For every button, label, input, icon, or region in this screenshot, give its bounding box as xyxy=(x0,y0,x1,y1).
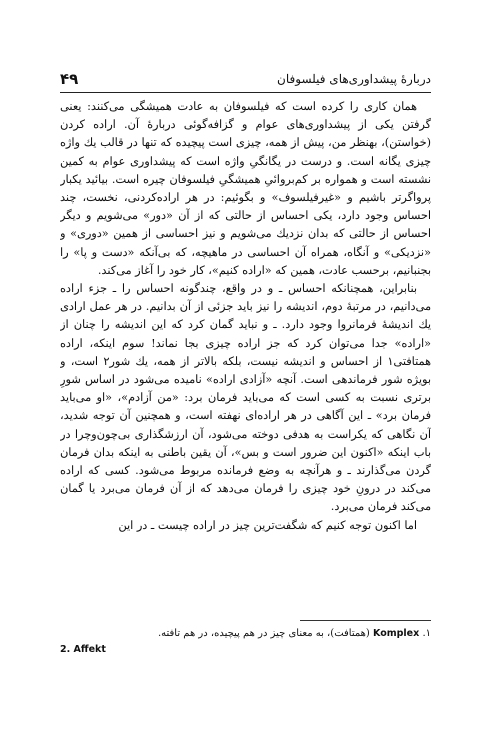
header-rule xyxy=(60,92,431,93)
footnote-1 xyxy=(60,626,431,642)
footnote-1-text: (همتافت)، به معنای چیز در هم پیچیده، در هم تافته. xyxy=(157,628,370,639)
running-title: دربارهٔ پیشداوری‌های فیلسوفان xyxy=(277,72,431,86)
footnotes xyxy=(60,626,431,658)
footnote-rule xyxy=(300,620,431,621)
paragraph: بنابراین، همچنانکه احساس ـ و در واقع، چندگونه احساس را ـ جزء اراده می‌دانیم، در مرتبهٔ دوم، اندیشه را نیز باید جزئی از آن بدانیم. در هر عمل ارادی یك اندیشهٔ فرمانروا وجود دارد. ـ و نباید گمان کرد که این اندیشه را چنان از «اراده» جدا می‌توان کرد که جز اراده چیزی بجا نماند! سوم اینکه، اراده همتافتی۱ از احساس و اندیشه نیست، بلکه بالاتر از همه، یك شور۲ است، و بویژه شور فرماندهی است. آنچه «آزادی اراده» نامیده می‌شود در اساس شورِ برتری نسبت به کسی است که می‌باید فرمان برد: «من آزادم»، «او می‌باید فرمان برد» ـ این آگاهی در هر اراده‌ای نهفته است، و همچنین آن توجه شدید، آن نگاهی که یکراست به هدفی دوخته می‌شود، آن ارزشگذاری بی‌چون‌وچرا در باب اینکه «اکنون این ضرور است و بس»، آن یقین باطنی به اینکه بدان فرمان گردن می‌گذارند ـ و هرآنچه به وضع فرمانده مربوط می‌شود. کسی که اراده می‌کند در درونِ خود چیزی را فرمان می‌دهد که از آن فرمان می‌برد یا گمان می‌کند فرمان می‌برد. xyxy=(60,282,431,514)
body-text xyxy=(60,98,431,598)
paragraph: اما اکنون توجه کنیم که شگفت‌ترین چیز در اراده چیست ـ در این xyxy=(118,518,417,532)
paragraph: همان کاری را کرده است که فیلسوفان به عادت همیشگی می‌کنند: یعنی گرفتن یکی از پیشداوری‌های عوام و گزافه‌گوئی دربارهٔ آن. اراده کردن (خواستن)، بهنظر من، پیش از همه، چیزی است پیچیده که تنها در قالب یك واژه چیزی یگانه است. و درست در یگانگیِ واژه است که پیشداوری عوام به کمین نشسته است و همواره بر کم‌بروائیِ همیشگیِ فیلسوفان چیره است. بیائید یکبار پرواگرتر باشیم و «غیرفیلسوف» و بگوئیم: در هر اراده‌کردنی، نخست، چند احساس وجود دارد، یکی احساس از حالتی که از آن «دور» می‌شویم و دیگر احساس از حالتی که بدان نزدیك می‌شویم و نیز احساسی از همین «دوری» و «نزدیکی» و آنگاه، همراه آن احساسی در ماهیچه، که بی‌آنکه «دست و پا» را بجنبانیم، برحسب عادت، همین که «اراده کنیم»، کار خود را آغاز می‌کند. xyxy=(60,100,431,277)
page-number: ۴۹ xyxy=(60,70,79,88)
footnote-1-term: Komplex xyxy=(373,628,420,639)
footnote-2: 2. Affekt xyxy=(60,644,106,655)
footnote-1-marker: ۱. xyxy=(422,628,431,639)
page-header xyxy=(60,68,431,90)
